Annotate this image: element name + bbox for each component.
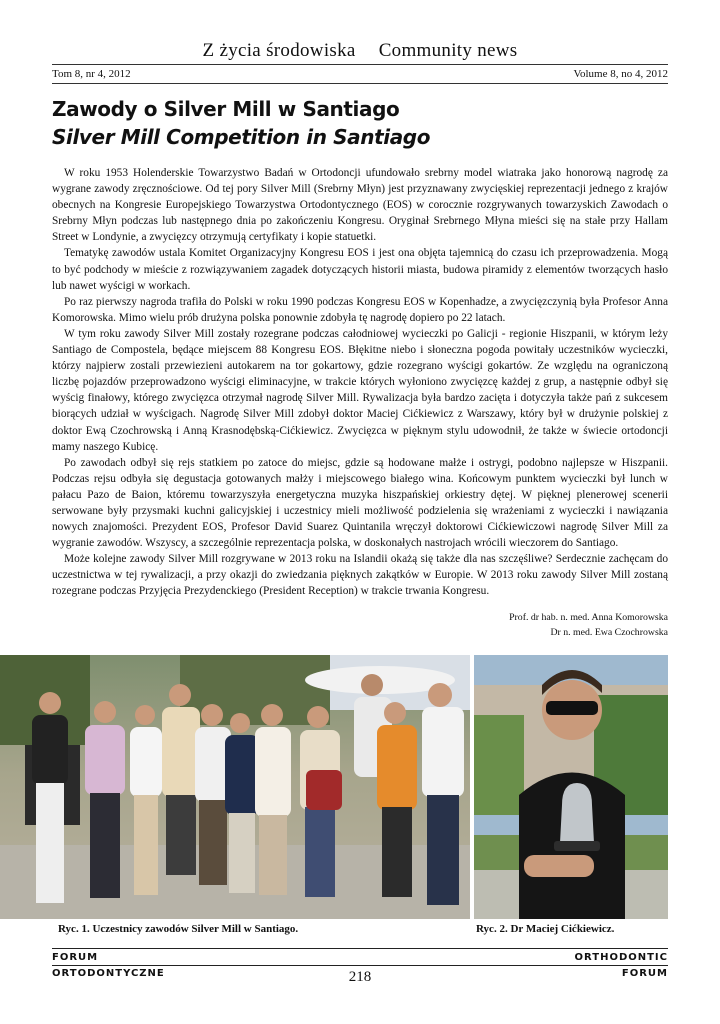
paragraph: Tematykę zawodów ustala Komitet Organizacyjny Kongresu EOS i jest ona objęta tajemnicą do czasu ich przeprowadzenia. Mogą to być podchody w mieście z rozwiązywaniem zagadek dotyczących historii miasta, budowa piramidy z elementów tworzących hasło lub nawet wyścigi w workach. <box>52 247 668 292</box>
section-title-en: Community news <box>378 40 518 61</box>
header-rule <box>52 64 668 65</box>
volume-pl: Tom 8, nr 4, 2012 <box>52 68 131 80</box>
footer-rule <box>52 948 668 949</box>
volume-en: Volume 8, no 4, 2012 <box>573 68 668 80</box>
subheader-rule <box>52 83 668 84</box>
footer-left-line2: ORTODONTYCZNE <box>52 968 165 979</box>
paragraph: Po zawodach odbył się rejs statkiem po zatoce do miejsc, gdzie są hodowane małże i ostrygi, podobno najlepsze w Hiszpanii. Podczas rejsu odbyła się degustacja gotowanych małży i miejscowego białego wina. Końcowym punktem wycieczki był lunch w pałacu Pazo de Baion, któremu towarzyszyła energetyczna muzyka hiszpańskiej orkiestry dętej. W pięknej plenerowej scenerii serwowane były przysmaki kuchni galicyjskiej i uczestnicy mieli możliwość podzielenia się wrażeniami z wycieczki i nawiązania nowych znajomości. Prezydent EOS, Profesor David Suarez Quintanila wręczył doktorowi Cićkiewiczowi nagrodę Silver Mill za wygranie zawodów. Wszyscy, a szczególnie reprezentacja polska, w doskonałych nastrojach wrócili wieczorem do Santiago. <box>52 456 668 550</box>
footer-rule-middle <box>52 965 668 966</box>
footer-left-line1: FORUM <box>52 952 99 963</box>
paragraph: W roku 1953 Holenderskie Towarzystwo Badań w Ortodoncji ufundowało srebrny model wiatraka jako honorową nagrodę za wygrane zawody zręcznościowe. Od tej pory Silver Mill (Srebrny Młyn) jest przyznawany zwycięskiej reprezentacji jednego z krajów obecnych na Kongresie Europejskiego Towarzystwa Ortodontycznego (EOS) w corocznie rozgrywanych towarzyskich Zawodach o Srebrny Młyn podczas lub następnego dnia po zakończeniu Kongresu. Oryginał Srebrnego Młyna mieści się na stałe przy Hallam Street w Londynie, a zwycięzcy otrzymują certyfikaty i kopie statuetki. <box>52 167 668 244</box>
footer-right-line1: ORTHODONTIC <box>574 952 668 963</box>
figure-2-caption: Ryc. 2. Dr Maciej Cićkiewicz. <box>476 923 615 935</box>
winner-photo <box>474 655 668 919</box>
running-header <box>0 40 720 62</box>
author-2: Dr n. med. Ewa Czochrowska <box>550 627 668 638</box>
paragraph: W tym roku zawody Silver Mill zostały rozegrane podczas całodniowej wycieczki po Galicji - regionie Hiszpanii, w którym leży Santiago de Compostela, będące miejscem 88 Kongresu EOS. Błękitne niebo i słoneczna pogoda powitały uczestników wycieczki, którzy najpierw zostali przewiezieni autokarem na tor gokartowy, gdzie rozegrano wyścigi gokartów. Ze względu na ograniczoną liczbę pojazdów przeprowadzono wyścigi eliminacyjne, w trakcie których wyłoniono zwycięzcę każdej z grup, a następnie odbył się wyścig finałowy, którego zwycięzca otrzymał nagrodę Silver Mill. Rywalizacja była bardzo zacięta i dotyczyła także pań z sukcesem biorących udział w wyścigach. Nagrodę Silver Mill zdobył doktor Maciej Cićkiewicz z Warszawy, który był w drużynie polskiej z doktor Ewą Czochrowską i Anną Krasnodębską-Cićkiewicz. Zwycięzca w pięknym stylu udowodnił, że także w świecie ortodoncji mamy naszego Kubicę. <box>52 327 668 453</box>
page-number: 218 <box>348 969 372 985</box>
article-title-pl: Zawody o Silver Mill w Santiago <box>52 97 400 121</box>
article-body <box>52 165 668 600</box>
paragraph: Po raz pierwszy nagroda trafiła do Polski w roku 1990 podczas Kongresu EOS w Kopenhadze, a zwycięzczynią była Profesor Anna Komorowska. Mimo wielu prób drużyna polska ponownie zdobyła tę nagrodę dopiero po 22 latach. <box>52 295 668 324</box>
group-photo <box>0 655 470 919</box>
section-title-pl: Z życia środowiska <box>202 40 356 61</box>
author-1: Prof. dr hab. n. med. Anna Komorowska <box>509 612 668 623</box>
paragraph: Może kolejne zawody Silver Mill rozgrywane w 2013 roku na Islandii okażą się także dla nas szczęśliwe? Serdecznie zachęcam do uczestnictwa w tej rywalizacji, a przy okazji do zwiedzania pięknych zakątków w Europie. W 2013 roku zawody Silver Mill zostaną rozegrane podczas Przyjęcia Prezydenckiego (President Reception) w trakcie trwania Kongresu. <box>52 553 668 598</box>
footer-right-line2: FORUM <box>621 968 668 979</box>
figure-1-caption: Ryc. 1. Uczestnicy zawodów Silver Mill w Santiago. <box>58 923 299 935</box>
article-title-en: Silver Mill Competition in Santiago <box>52 125 431 149</box>
